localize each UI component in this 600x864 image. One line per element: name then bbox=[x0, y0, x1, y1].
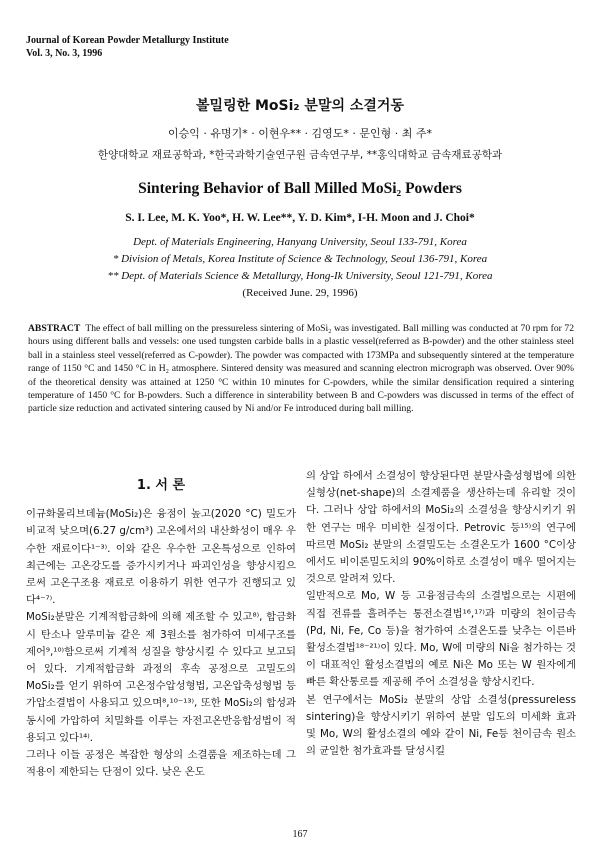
right-paragraph-1: 의 상압 하에서 소결성이 향상된다면 분말사출성형법에 의한 실형상(net-shape)의 소결제품을 생산하는데 유리할 것이다. 그러나 상압 하에서의 MoSi₂의 소결성을 향상시키기 위한 연구는 매우 미비한 실정이다. Petrovic 등¹⁵⁾의 연구에 따르면 MoSi₂ 분말의 소결밀도는 소결온도가 1600 °C이상에서도 비이론밀도치의 90%이하로 소결성이 매우 떨어지는 것으로 알려져 있다. bbox=[306, 470, 576, 586]
korean-authors: 이승익 · 유명기* · 이현우** · 김영도* · 문인형 · 최 주* bbox=[167, 127, 433, 140]
english-authors: S. I. Lee, M. K. Yoo*, H. W. Lee**, Y. D. Kim*, I-H. Moon and J. Choi* bbox=[125, 212, 475, 224]
left-paragraph-1: 이규화몰리브데늄(MoSi₂)은 융점이 높고(2020 °C) 밀도가 비교적 낮으며(6.27 g/cm³) 고온에서의 내산화성이 매우 우수한 재료이다¹⁻³⁾. 이와 같은 우수한 고온특성으로 인하여 최근에는 고온강도를 증가시키거나 파괴인성을 향상시킴으로써 고온구조용 재료로 이용하기 위한 연구가 진행되고 있다⁴⁻⁷⁾. bbox=[26, 508, 296, 607]
affiliation-3: ** Dept. of Materials Science & Metallurgy, Hong-Ik University, Seoul 121-791, Korea bbox=[107, 270, 493, 282]
abstract-label: ABSTRACT bbox=[28, 323, 81, 334]
section-heading: 1. 서 론 bbox=[136, 478, 186, 493]
english-title: Sintering Behavior of Ball Milled MoSi₂ Powders bbox=[138, 180, 462, 197]
journal-header bbox=[26, 34, 229, 60]
left-column bbox=[26, 475, 296, 781]
abstract bbox=[28, 322, 574, 416]
right-column bbox=[306, 468, 576, 760]
korean-affiliation: 한양대학교 재료공학과, *한국과학기술연구원 금속연구부, **홍익대학교 금속재료공학과 bbox=[97, 149, 503, 161]
page-number: 167 bbox=[292, 829, 308, 840]
right-paragraph-3: 본 연구에서는 MoSi₂ 분말의 상압 소결성(pressureless sintering)을 향상시키기 위하여 분말 입도의 미세화 효과 및 Mo, W의 활성소결의 예와 같이 Ni, Fe등 천이금속 원소의 균일한 첨가효과를 달성시킬 bbox=[306, 693, 576, 758]
affiliation-2: * Division of Metals, Korea Institute of Science & Technology, Seoul 136-791, Korea bbox=[112, 253, 488, 265]
left-paragraph-3: 그러나 이들 공정은 복잡한 형상의 소결품을 제조하는데 그 적용이 제한되는 단점이 있다. 낮은 온도 bbox=[26, 749, 296, 779]
right-paragraph-2: 일반적으로 Mo, W 등 고융점금속의 소결법으로는 시편에 직접 전류를 흘려주는 통전소결법¹⁶,¹⁷⁾과 미량의 천이금속(Pd, Ni, Fe, Co 등)을 첨가하여 소결온도를 낮추는 이른바 활성소결법¹⁸⁻²¹⁾이 있다. Mo, W에 미량의 Ni을 첨가하는 것이 대표적인 활성소결법의 예로 Ni은 Mo 또는 W 원자에게 빠른 확산통로를 제공해 주어 소결성을 향상시킨다. bbox=[306, 590, 576, 689]
left-paragraph-2: MoSi₂분말은 기계적합금화에 의해 제조할 수 있고⁸⁾, 합금화시 탄소나 알루미늄 같은 제 3원소를 첨가하여 미세구조를 제어⁹,¹⁰⁾함으로써 기계적 성질을 향상시킬 수 있다고 보고되어 있다. 기계적합금화 과정의 후속 공정으로 고밀도의 MoSi₂를 얻기 위하여 고온정수압성형법, 고온압축성형법 등 가압소결법이 사용되고 있으며⁸,¹⁰⁻¹³⁾, 또한 MoSi₂의 합성과 동시에 가압하여 치밀화를 이루는 자전고온반응합성법이 적용되고 있다¹⁴⁾. bbox=[26, 611, 296, 744]
affiliation-1: Dept. of Materials Engineering, Hanyang University, Seoul 133-791, Korea bbox=[133, 236, 467, 248]
received-date: (Received June. 29, 1996) bbox=[242, 287, 358, 299]
journal-volume: Vol. 3, No. 3, 1996 bbox=[26, 48, 103, 59]
abstract-text: The effect of ball milling on the pressureless sintering of MoSi₂ was investigated. Ball milling was conducted at 70 rpm for 72 hours using different balls and vessels: one used tungsten carbide balls in a plastic vessel(referred as B-powder) and the other stainless steel ball in a stainless steel vessel(referred as C-powder). The powder was compacted with 173MPa and subsequently sintered at the temperature range of 1150 °C and 1450 °C in H₂ atmosphere. Sintered density was measured and scanning electron micrograph was observed. Over 90% of the theoretical density was attained at 1250 °C within 10 minutes for C-powders, while the similar densification required a sintering temperature of 1450 °C for B-powders. Such a difference in sinterability between B and C-powders was discussed in terms of the effect of particle size reduction and activated sintering caused by Ni and/or Fe introduced during ball milling. bbox=[28, 323, 575, 415]
korean-title: 볼밀링한 MoSi₂ 분말의 소결거동 bbox=[196, 98, 404, 114]
journal-name: Journal of Korean Powder Metallurgy Institute bbox=[26, 35, 229, 46]
